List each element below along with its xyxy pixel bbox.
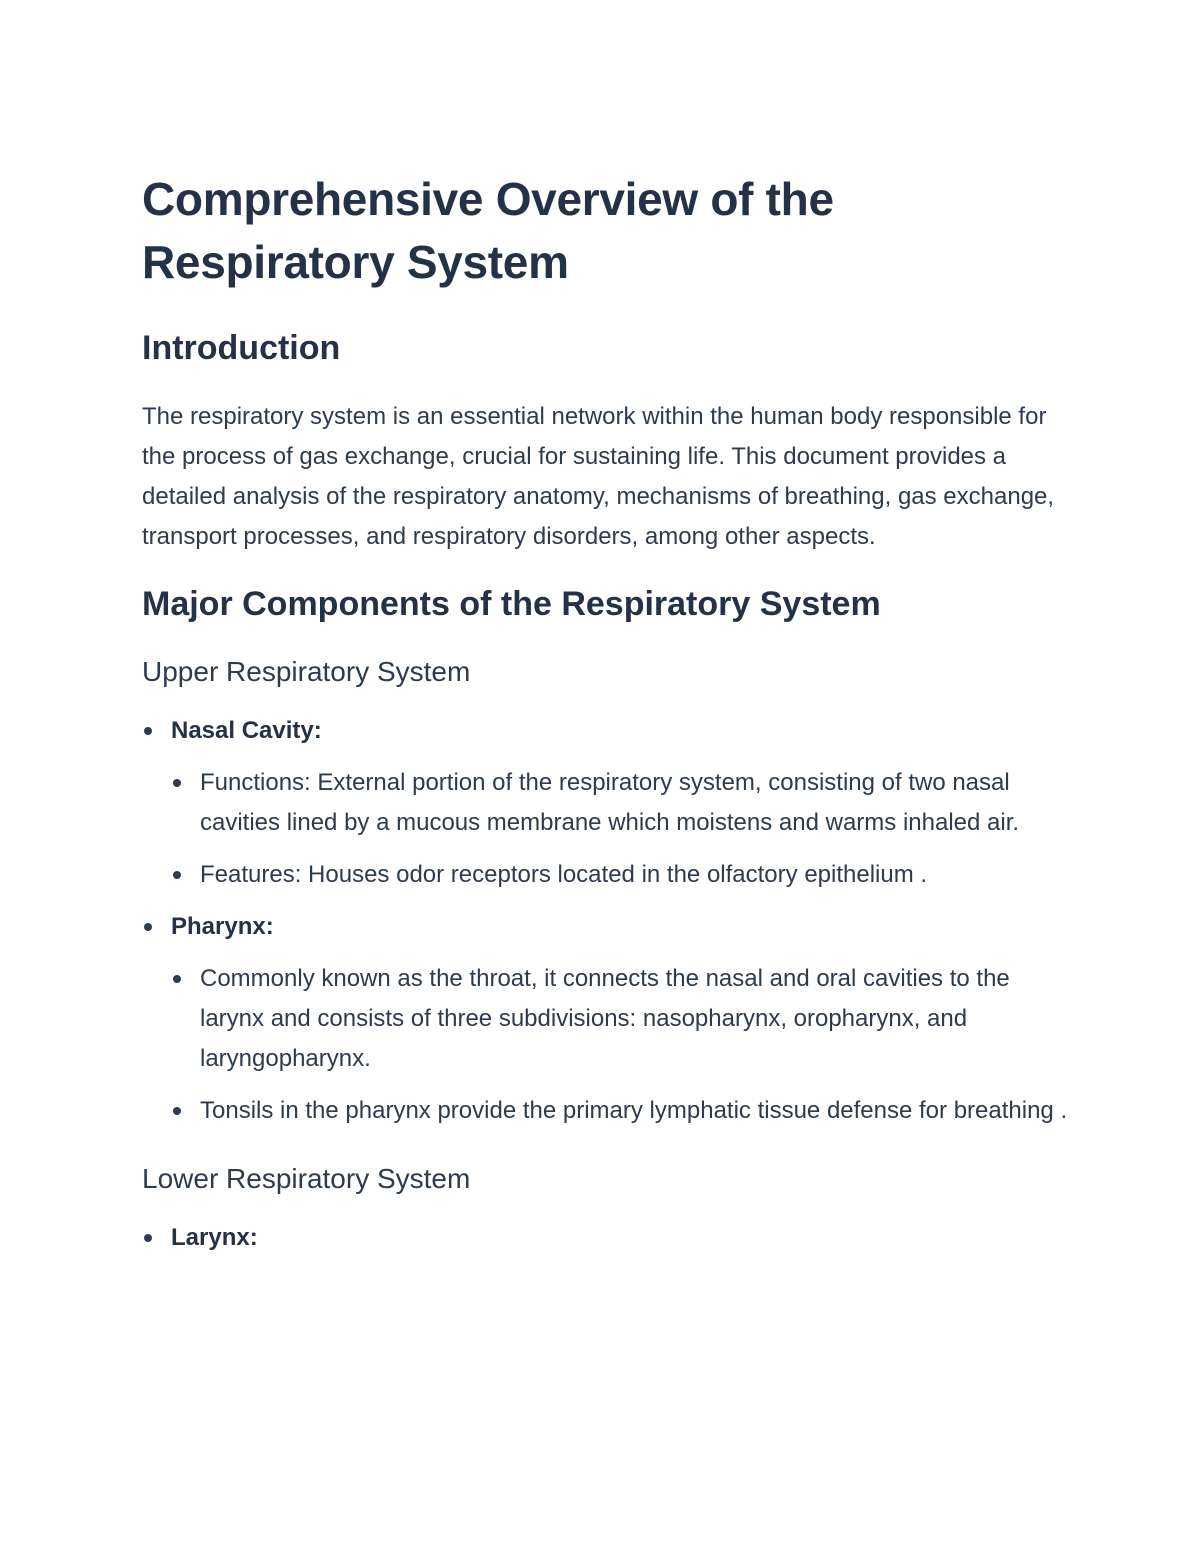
introduction-heading: Introduction bbox=[142, 329, 341, 367]
list-item bbox=[171, 855, 1072, 895]
bullet-icon bbox=[144, 727, 152, 735]
bullet-icon bbox=[173, 779, 181, 787]
list-item-label: Larynx: bbox=[171, 1224, 258, 1251]
bullet-icon bbox=[144, 923, 152, 931]
list-item bbox=[171, 763, 1072, 843]
list-item-text: Functions: External portion of the respiratory system, consisting of two nasal cavities lined by a mucous membrane which moistens and warms inhaled air. bbox=[200, 769, 1020, 836]
lower-respiratory-list bbox=[142, 1218, 1072, 1258]
bullet-icon bbox=[144, 1234, 152, 1242]
upper-respiratory-list bbox=[142, 711, 1072, 1131]
list-item bbox=[171, 959, 1072, 1079]
nasal-cavity-sublist bbox=[171, 763, 1072, 895]
bullet-icon bbox=[173, 871, 181, 879]
list-item-larynx bbox=[142, 1218, 1072, 1258]
pharynx-sublist bbox=[171, 959, 1072, 1131]
list-item-pharynx bbox=[142, 907, 1072, 1131]
list-item-text: Commonly known as the throat, it connects the nasal and oral cavities to the larynx and consists of three subdivisions: nasopharynx, oropharynx, and laryngopharynx. bbox=[200, 965, 1010, 1072]
list-item bbox=[171, 1091, 1072, 1131]
upper-respiratory-heading: Upper Respiratory System bbox=[142, 656, 471, 687]
list-item-text: Tonsils in the pharynx provide the primary lymphatic tissue defense for breathing . bbox=[200, 1097, 1068, 1124]
list-item-label: Pharynx: bbox=[171, 913, 274, 940]
list-item-label: Nasal Cavity: bbox=[171, 717, 322, 744]
document-page bbox=[142, 168, 1072, 1258]
major-components-heading: Major Components of the Respiratory System bbox=[142, 585, 881, 623]
bullet-icon bbox=[173, 1107, 181, 1115]
introduction-paragraph: The respiratory system is an essential network within the human body responsible for the process of gas exchange, crucial for sustaining life. This document provides a detailed analysis of the respiratory anatomy, mechanisms of breathing, gas exchange, transport processes, and respiratory disorders, among other aspects. bbox=[142, 403, 1055, 550]
bullet-icon bbox=[173, 975, 181, 983]
list-item-text: Features: Houses odor receptors located in the olfactory epithelium . bbox=[200, 861, 928, 888]
list-item-nasal-cavity bbox=[142, 711, 1072, 895]
lower-respiratory-heading: Lower Respiratory System bbox=[142, 1163, 471, 1194]
document-title: Comprehensive Overview of the Respiratory System bbox=[142, 173, 834, 288]
